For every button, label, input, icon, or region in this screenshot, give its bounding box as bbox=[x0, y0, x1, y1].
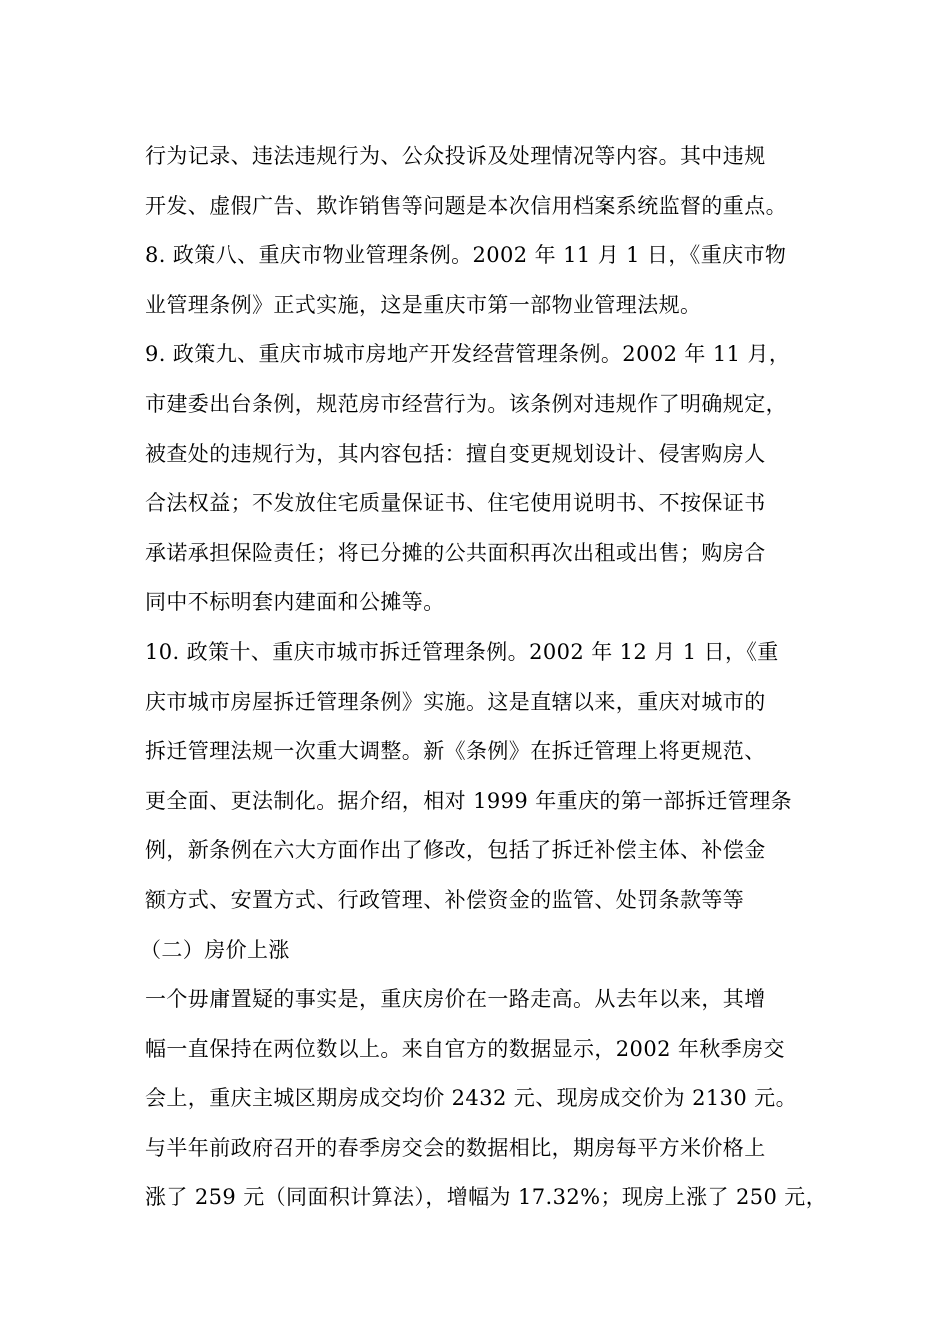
text-line: 拆迁管理法规一次重大调整。新《条例》在拆迁管理上将更规范、 bbox=[145, 739, 766, 764]
text-line: 更全面、更法制化。据介绍，相对 1999 年重庆的第一部拆迁管理条 bbox=[145, 788, 792, 813]
text-line: 市建委出台条例，规范房市经营行为。该条例对违规作了明确规定， bbox=[145, 391, 787, 416]
text-line: 同中不标明套内建面和公摊等。 bbox=[145, 590, 445, 615]
text-line: 合法权益；不发放住宅质量保证书、住宅使用说明书、不按保证书 bbox=[145, 491, 766, 516]
text-line: 额方式、安置方式、行政管理、补偿资金的监管、处罚条款等等 bbox=[145, 887, 745, 912]
text-line: 涨了 259 元（同面积计算法），增幅为 17.32%；现房上涨了 250 元， bbox=[145, 1185, 828, 1210]
section-heading: （二）房价上涨 bbox=[140, 937, 290, 962]
text-line: 开发、虚假广告、欺诈销售等问题是本次信用档案系统监督的重点。 bbox=[145, 193, 787, 218]
text-line: 被查处的违规行为，其内容包括：擅自变更规划设计、侵害购房人 bbox=[145, 441, 766, 466]
text-line: 会上，重庆主城区期房成交均价 2432 元、现房成交价为 2130 元。 bbox=[145, 1086, 797, 1111]
text-line: 例，新条例在六大方面作出了修改，包括了拆迁补偿主体、补偿金 bbox=[145, 838, 766, 863]
text-line: 行为记录、违法违规行为、公众投诉及处理情况等内容。其中违规 bbox=[145, 144, 766, 168]
text-line: 与半年前政府召开的春季房交会的数据相比，期房每平方米价格上 bbox=[145, 1135, 766, 1160]
text-line: 承诺承担保险责任；将已分摊的公共面积再次出租或出售；购房合 bbox=[145, 540, 766, 565]
list-item-9: 9. 政策九、重庆市城市房地产开发经营管理条例。2002 年 11 月， bbox=[145, 342, 791, 367]
text-line: 业管理条例》正式实施，这是重庆市第一部物业管理法规。 bbox=[145, 292, 702, 317]
text-line: 庆市城市房屋拆迁管理条例》实施。这是直辖以来，重庆对城市的 bbox=[145, 689, 766, 714]
list-item-8: 8. 政策八、重庆市物业管理条例。2002 年 11 月 1 日，《重庆市物 bbox=[145, 243, 787, 268]
body-text bbox=[140, 132, 835, 1223]
text-line: 一个毋庸置疑的事实是，重庆房价在一路走高。从去年以来，其增 bbox=[145, 987, 766, 1012]
list-item-10: 10. 政策十、重庆市城市拆迁管理条例。2002 年 12 月 1 日，《重 bbox=[145, 639, 779, 664]
text-line: 幅一直保持在两位数以上。来自官方的数据显示，2002 年秋季房交 bbox=[145, 1036, 785, 1061]
